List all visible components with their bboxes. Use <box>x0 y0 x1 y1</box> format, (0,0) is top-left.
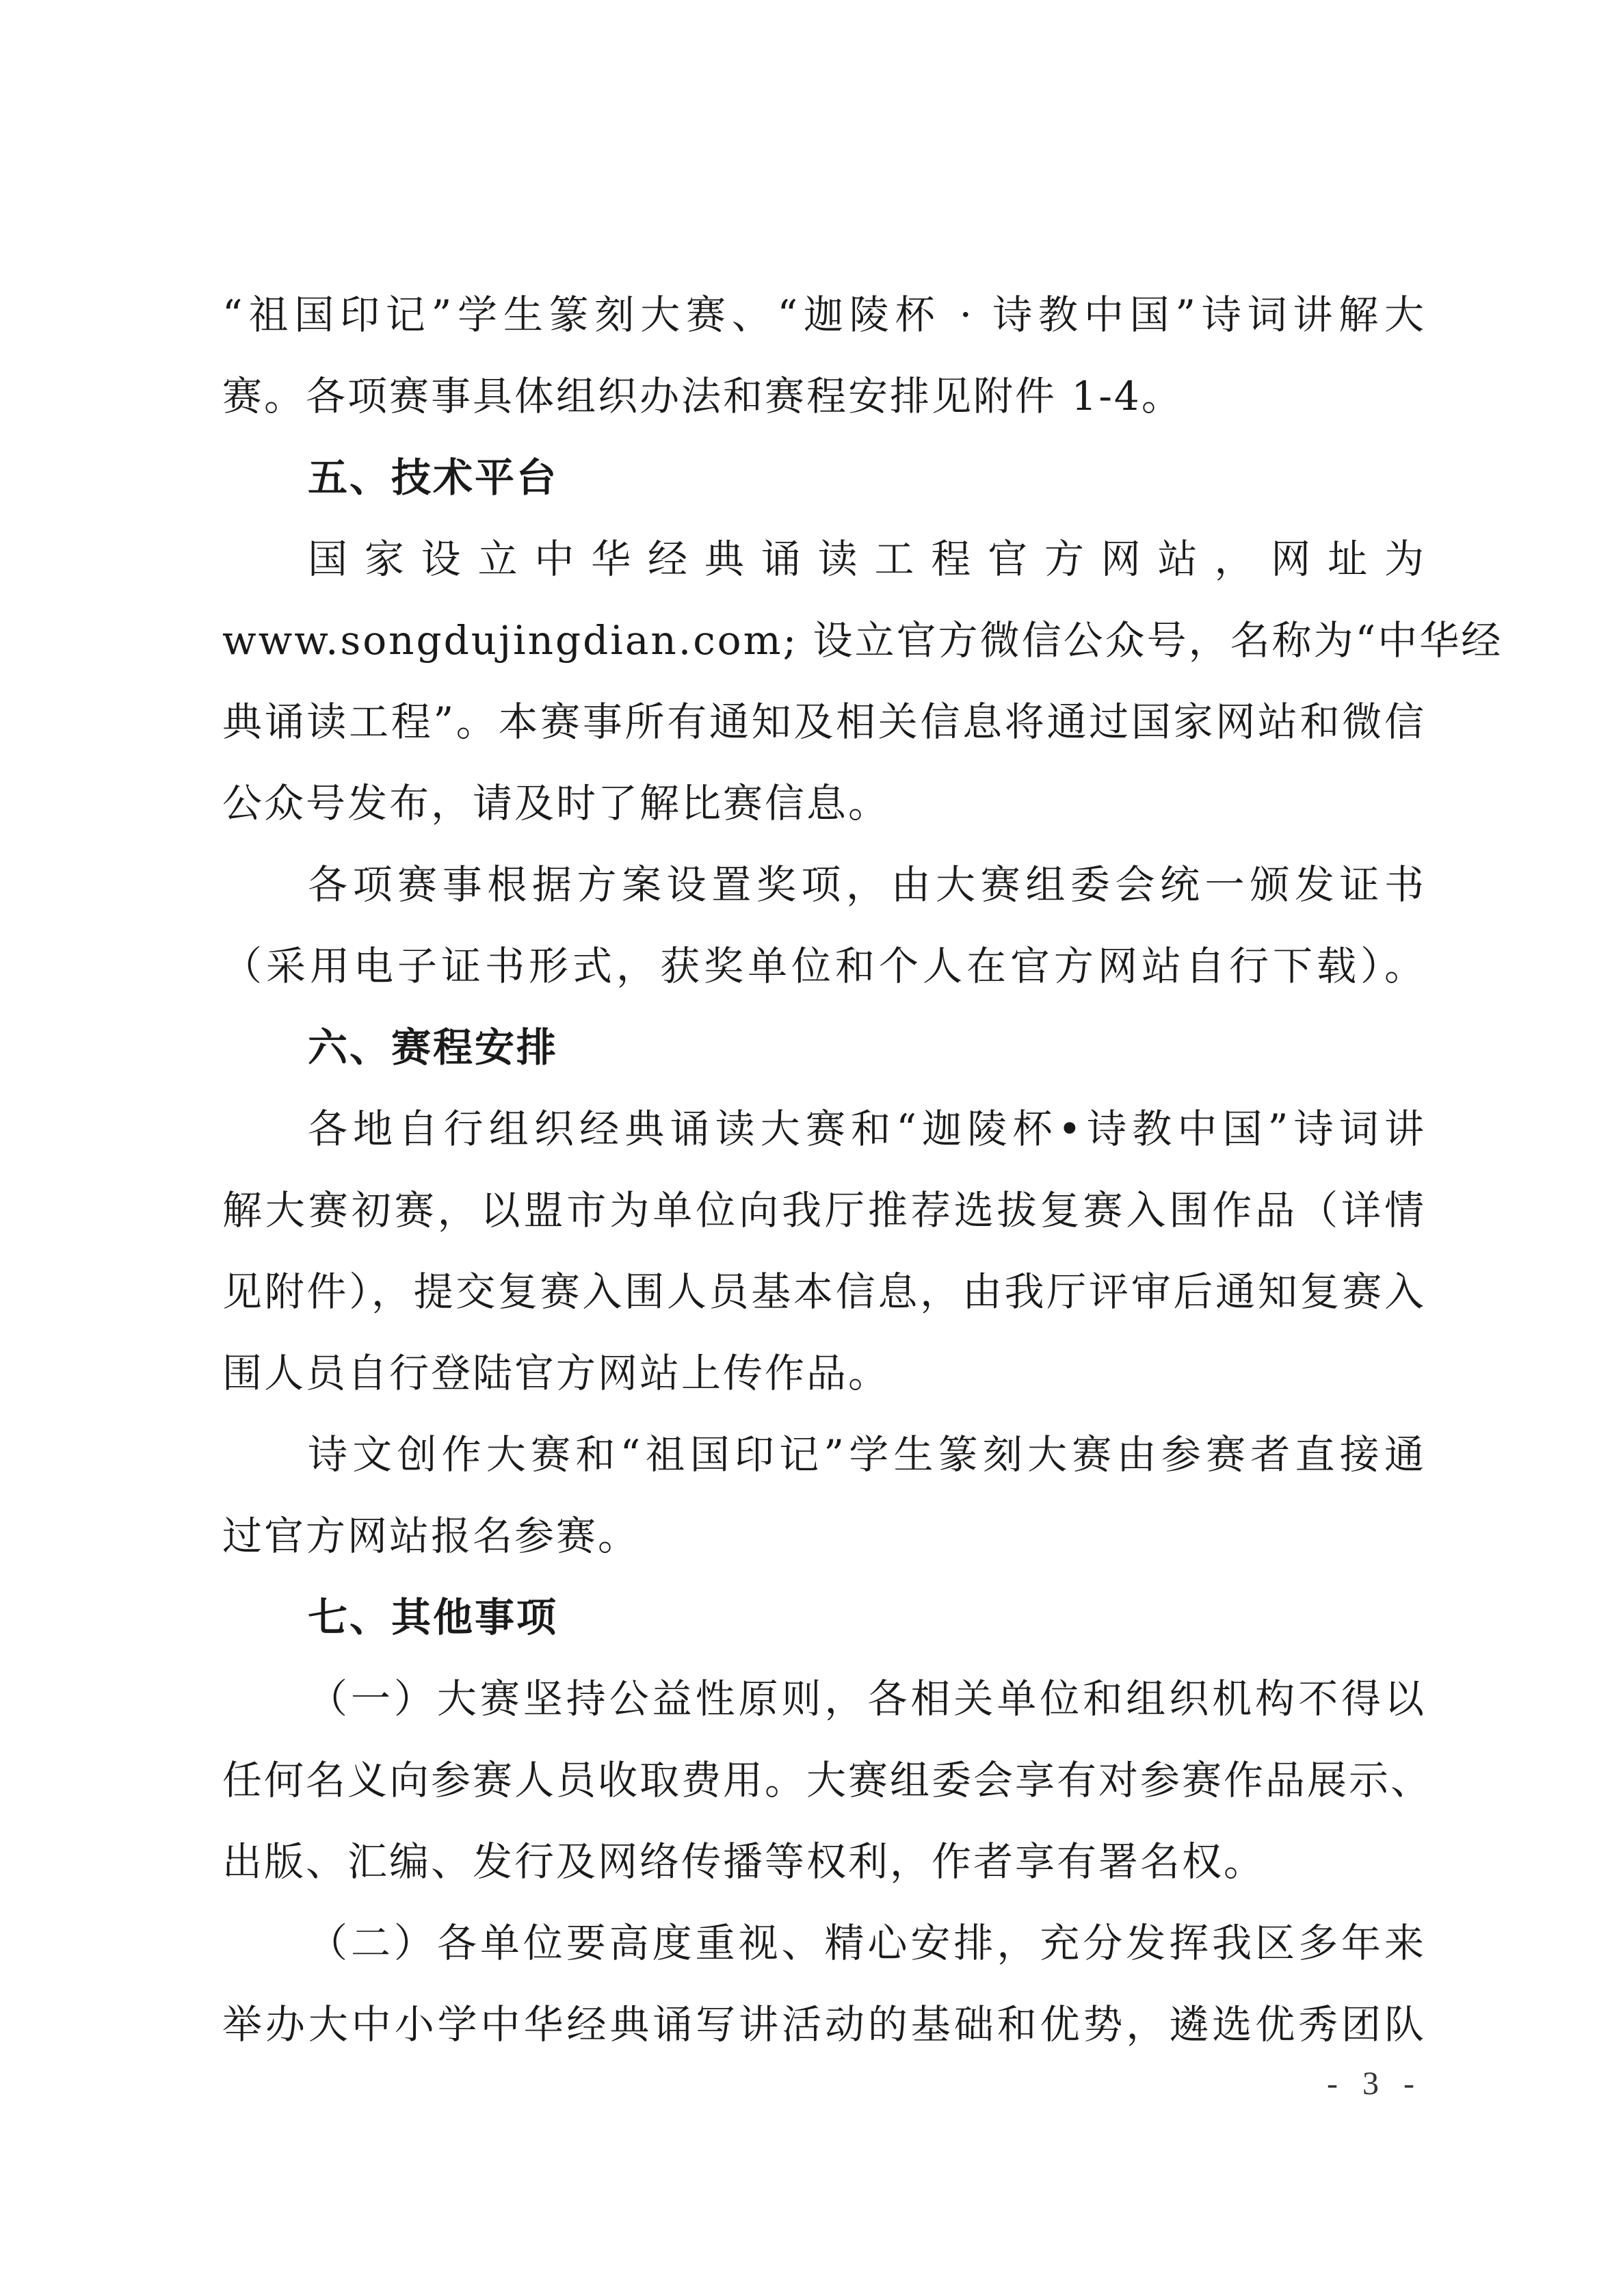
paragraph-line: 出版、汇编、发行及网络传播等权利，作者享有署名权。 <box>222 1838 1266 1885</box>
paragraph-line: 围人员自行登陆官方网站上传作品。 <box>222 1350 890 1396</box>
paragraph-line: 见附件），提交复赛入围人员基本信息，由我厅评审后通知复赛入 <box>222 1268 1426 1315</box>
paragraph-line: 各地自行组织经典诵读大赛和“迦陵杯•诗教中国”诗词讲 <box>308 1106 1426 1152</box>
paragraph-line: 典诵读工程”。本赛事所有通知及相关信息将通过国家网站和微信 <box>222 699 1426 745</box>
paragraph-line: 诗文创作大赛和“祖国印记”学生篆刻大赛由参赛者直接通 <box>308 1431 1426 1478</box>
paragraph-line: “祖国印记”学生篆刻大赛、“迦陵杯 · 诗教中国”诗词讲解大 <box>222 291 1426 338</box>
section-heading-schedule: 六、赛程安排 <box>308 1024 559 1071</box>
paragraph-line: 赛。各项赛事具体组织办法和赛程安排见附件 1-4。 <box>222 373 1183 419</box>
paragraph-line: 公众号发布，请及时了解比赛信息。 <box>222 780 890 826</box>
paragraph-line: （一）大赛坚持公益性原则，各相关单位和组织机构不得以 <box>308 1675 1426 1722</box>
paragraph-line: （二）各单位要高度重视、精心安排，充分发挥我区多年来 <box>308 1920 1426 1966</box>
paragraph-line: 各项赛事根据方案设置奖项，由大赛组委会统一颁发证书 <box>308 861 1426 908</box>
paragraph-line: www.songdujingdian.com; 设立官方微信公众号，名称为“中华经 <box>222 617 1503 664</box>
paragraph-line: （采用电子证书形式，获奖单位和个人在官方网站自行下载）。 <box>222 943 1426 989</box>
section-heading-other-matters: 七、其他事项 <box>308 1594 559 1641</box>
paragraph-line: 举办大中小学中华经典诵写讲活动的基础和优势，遴选优秀团队 <box>222 2001 1426 2048</box>
page-number: - 3 - <box>1327 2065 1423 2102</box>
paragraph-line: 解大赛初赛，以盟市为单位向我厅推荐选拔复赛入围作品（详情 <box>222 1187 1426 1234</box>
section-heading-technical-platform: 五、技术平台 <box>308 454 559 501</box>
paragraph-line: 任何名义向参赛人员收取费用。大赛组委会享有对参赛作品展示、 <box>222 1757 1433 1803</box>
paragraph-line: 国家设立中华经典诵读工程官方网站，网址为 <box>308 536 1426 582</box>
paragraph-line: 过官方网站报名参赛。 <box>222 1513 640 1559</box>
